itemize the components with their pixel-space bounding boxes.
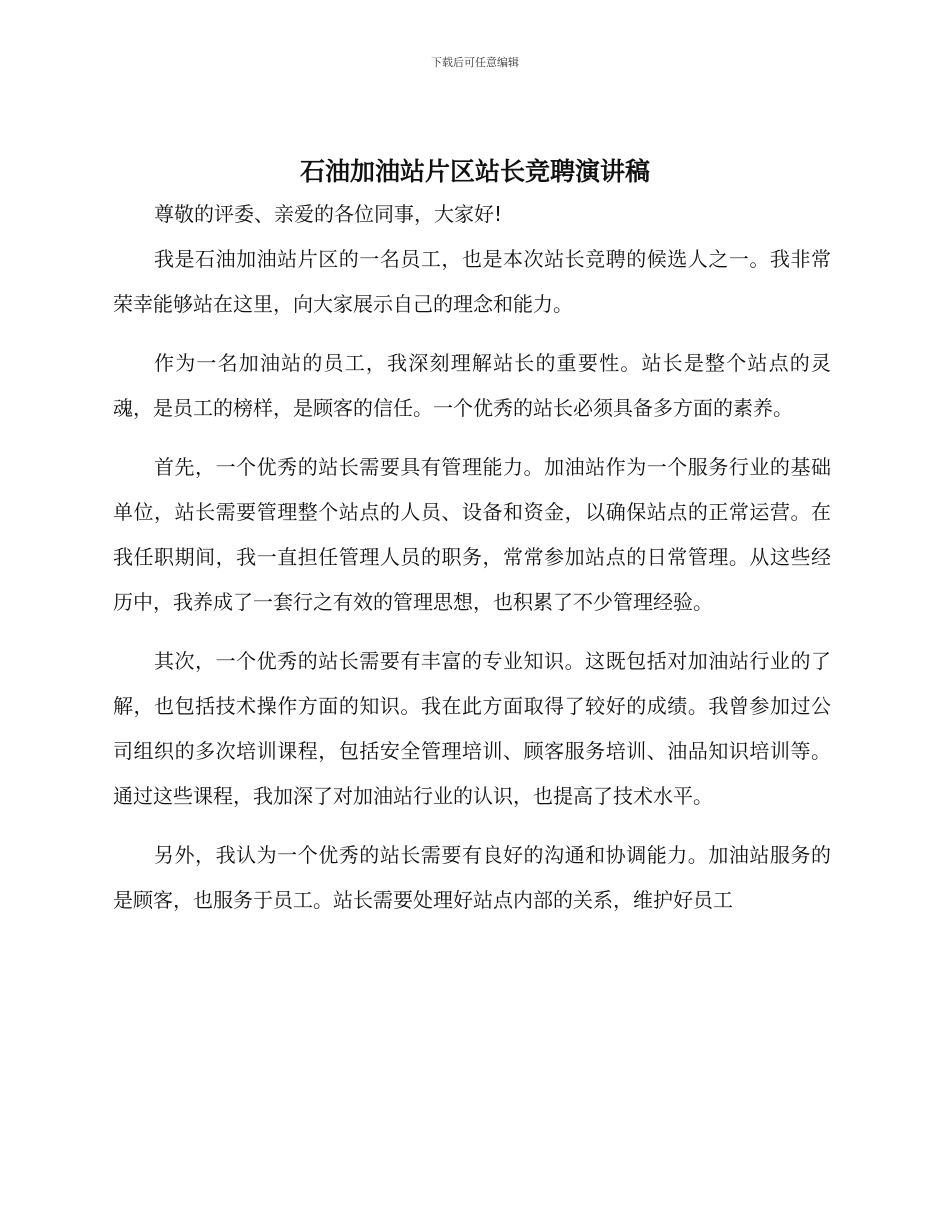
paragraph-4: 其次，一个优秀的站长需要有丰富的专业知识。这既包括对加油站行业的了解，也包括技术操作方面的知识。我在此方面取得了较好的成绩。我曾参加过公司组织的多次培训课程，包括安全管理培训、顾客服务培训、油品知识培训等。通过这些课程，我加深了对加油站行业的认识，也提高了技术水平。 <box>113 649 831 808</box>
paragraph-3: 首先，一个优秀的站长需要具有管理能力。加油站作为一个服务行业的基础单位，站长需要管理整个站点的人员、设备和资金，以确保站点的正常运营。在我任职期间，我一直担任管理人员的职务，常常参加站点的日常管理。从这些经历中，我养成了一套行之有效的管理思想，也积累了不少管理经验。 <box>113 455 831 614</box>
paragraph-2: 作为一名加油站的员工，我深刻理解站长的重要性。站长是整个站点的灵魂，是员工的榜样，是顾客的信任。一个优秀的站长必须具备多方面的素养。 <box>113 351 831 420</box>
paragraph-1: 我是石油加油站片区的一名员工，也是本次站长竞聘的候选人之一。我非常荣幸能够站在这里，向大家展示自己的理念和能力。 <box>113 247 831 316</box>
header-note: 下载后可任意编辑 <box>431 56 519 69</box>
document-body <box>113 196 831 937</box>
document-title: 石油加油站片区站长竞聘演讲稿 <box>299 157 650 186</box>
greeting: 尊敬的评委、亲爱的各位同事，大家好! <box>154 202 503 226</box>
paragraph-5: 另外，我认为一个优秀的站长需要有良好的沟通和协调能力。加油站服务的是顾客，也服务于员工。站长需要处理好站点内部的关系，维护好员工 <box>113 843 831 912</box>
